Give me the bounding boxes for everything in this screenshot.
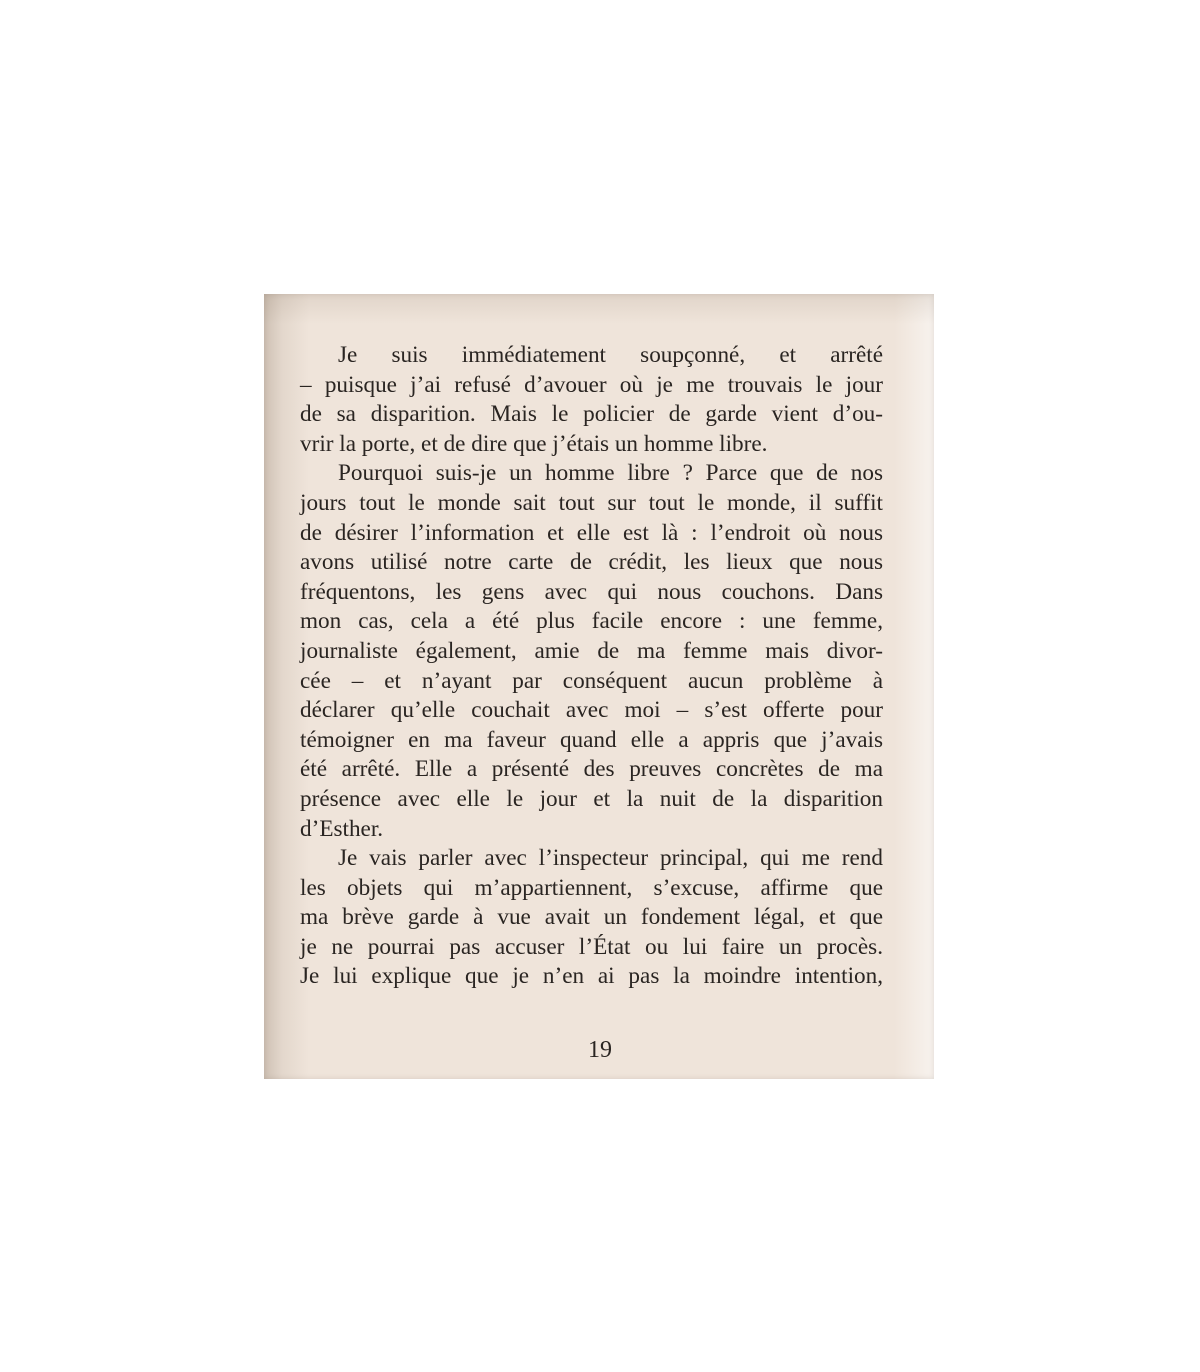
text-line: – puisque j’ai refusé d’avouer où je me trouvais le jour — [300, 371, 883, 398]
text-line: Je lui explique que je n’en ai pas la moindre intention, — [300, 963, 883, 990]
text-line: ma brève garde à vue avait un fondement légal, et que — [300, 904, 883, 931]
text-line: de sa disparition. Mais le policier de garde vient d’ou- — [300, 401, 883, 428]
text-line: jours tout le monde sait tout sur tout le monde, il suffit — [300, 489, 883, 516]
text-line: les objets qui m’appartiennent, s’excuse, affirme que — [300, 874, 883, 901]
text-line: d’Esther. — [300, 815, 384, 842]
text-line: déclarer qu’elle couchait avec moi – s’est offerte pour — [300, 697, 883, 724]
body-text — [300, 341, 883, 992]
text-line: avons utilisé notre carte de crédit, les lieux que nous — [300, 549, 883, 576]
text-line: Je suis immédiatement soupçonné, et arrêté — [338, 342, 883, 368]
text-line: été arrêté. Elle a présenté des preuves concrètes de ma — [300, 756, 883, 783]
text-line: présence avec elle le jour et la nuit de la disparition — [300, 785, 883, 812]
text-line: Je vais parler avec l’inspecteur principal, qui me rend — [338, 845, 883, 872]
text-line: Pourquoi suis-je un homme libre ? Parce que de nos — [338, 460, 883, 487]
text-line: vrir la porte, et de dire que j’étais un homme libre. — [300, 430, 768, 457]
text-line: mon cas, cela a été plus facile encore : une femme, — [300, 608, 883, 635]
text-line: de désirer l’information et elle est là : l’endroit où nous — [300, 519, 883, 546]
text-line: journaliste également, amie de ma femme mais divor- — [300, 637, 883, 664]
text-line: témoigner en ma faveur quand elle a appris que j’avais — [300, 726, 883, 753]
text-line: je ne pourrai pas accuser l’État ou lui faire un procès. — [300, 933, 883, 960]
text-line: cée – et n’ayant par conséquent aucun problème à — [300, 667, 883, 694]
text-line: fréquentons, les gens avec qui nous couchons. Dans — [300, 578, 883, 605]
page-number: 19 — [588, 1037, 612, 1063]
